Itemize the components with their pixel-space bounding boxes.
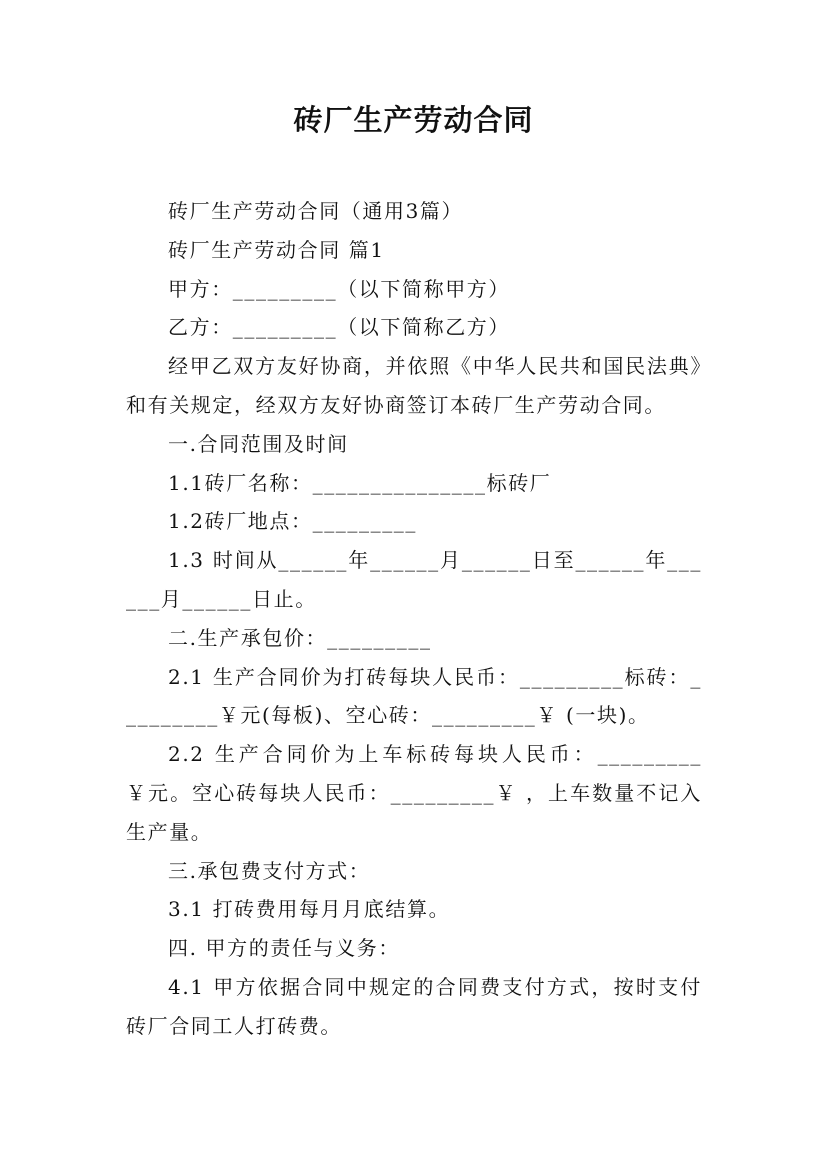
- paragraph-subtitle: 砖厂生产劳动合同（通用3篇）: [168, 199, 464, 223]
- paragraph-heading-2: 二.生产承包价：_________: [168, 625, 432, 650]
- paragraph-2-1: 2.1 生产合同价为打砖每块人民币：_________标砖：_________￥元(每板)、空心砖：_________￥ (一块)。: [126, 664, 702, 728]
- paragraph-2-2: 2.2 生产合同价为上车标砖每块人民币：_________￥元。空心砖每块人民币：_________￥ ，上车数量不记入生产量。: [126, 742, 702, 844]
- paragraph-1-2: 1.2砖厂地点：_________: [168, 509, 418, 534]
- document-body: [126, 192, 702, 1046]
- paragraph-heading-4: 四. 甲方的责任与义务：: [168, 936, 400, 961]
- paragraph-party-a: 甲方：_________（以下简称甲方）: [168, 276, 510, 301]
- paragraph-intro: 经甲乙双方友好协商，并依照《中华人民共和国民法典》和有关规定，经双方友好协商签订本砖厂生产劳动合同。: [126, 354, 702, 417]
- paragraph-1-1: 1.1砖厂名称：_______________标砖厂: [168, 470, 552, 495]
- paragraph-3-1: 3.1 打砖费用每月月底结算。: [168, 897, 451, 922]
- paragraph-party-b: 乙方：_________（以下简称乙方）: [168, 315, 510, 340]
- paragraph-heading-1: 一.合同范围及时间: [168, 431, 349, 456]
- paragraph-section-heading: 砖厂生产劳动合同 篇1: [168, 237, 385, 262]
- document-title: 砖厂生产劳动合同: [293, 103, 534, 137]
- paragraph-4-1: 4.1 甲方依据合同中规定的合同费支付方式，按时支付砖厂合同工人打砖费。: [126, 974, 702, 1038]
- paragraph-heading-3: 三.承包费支付方式：: [168, 858, 371, 883]
- paragraph-1-3: 1.3 时间从______年______月______日至______年______月______日止。: [126, 548, 702, 611]
